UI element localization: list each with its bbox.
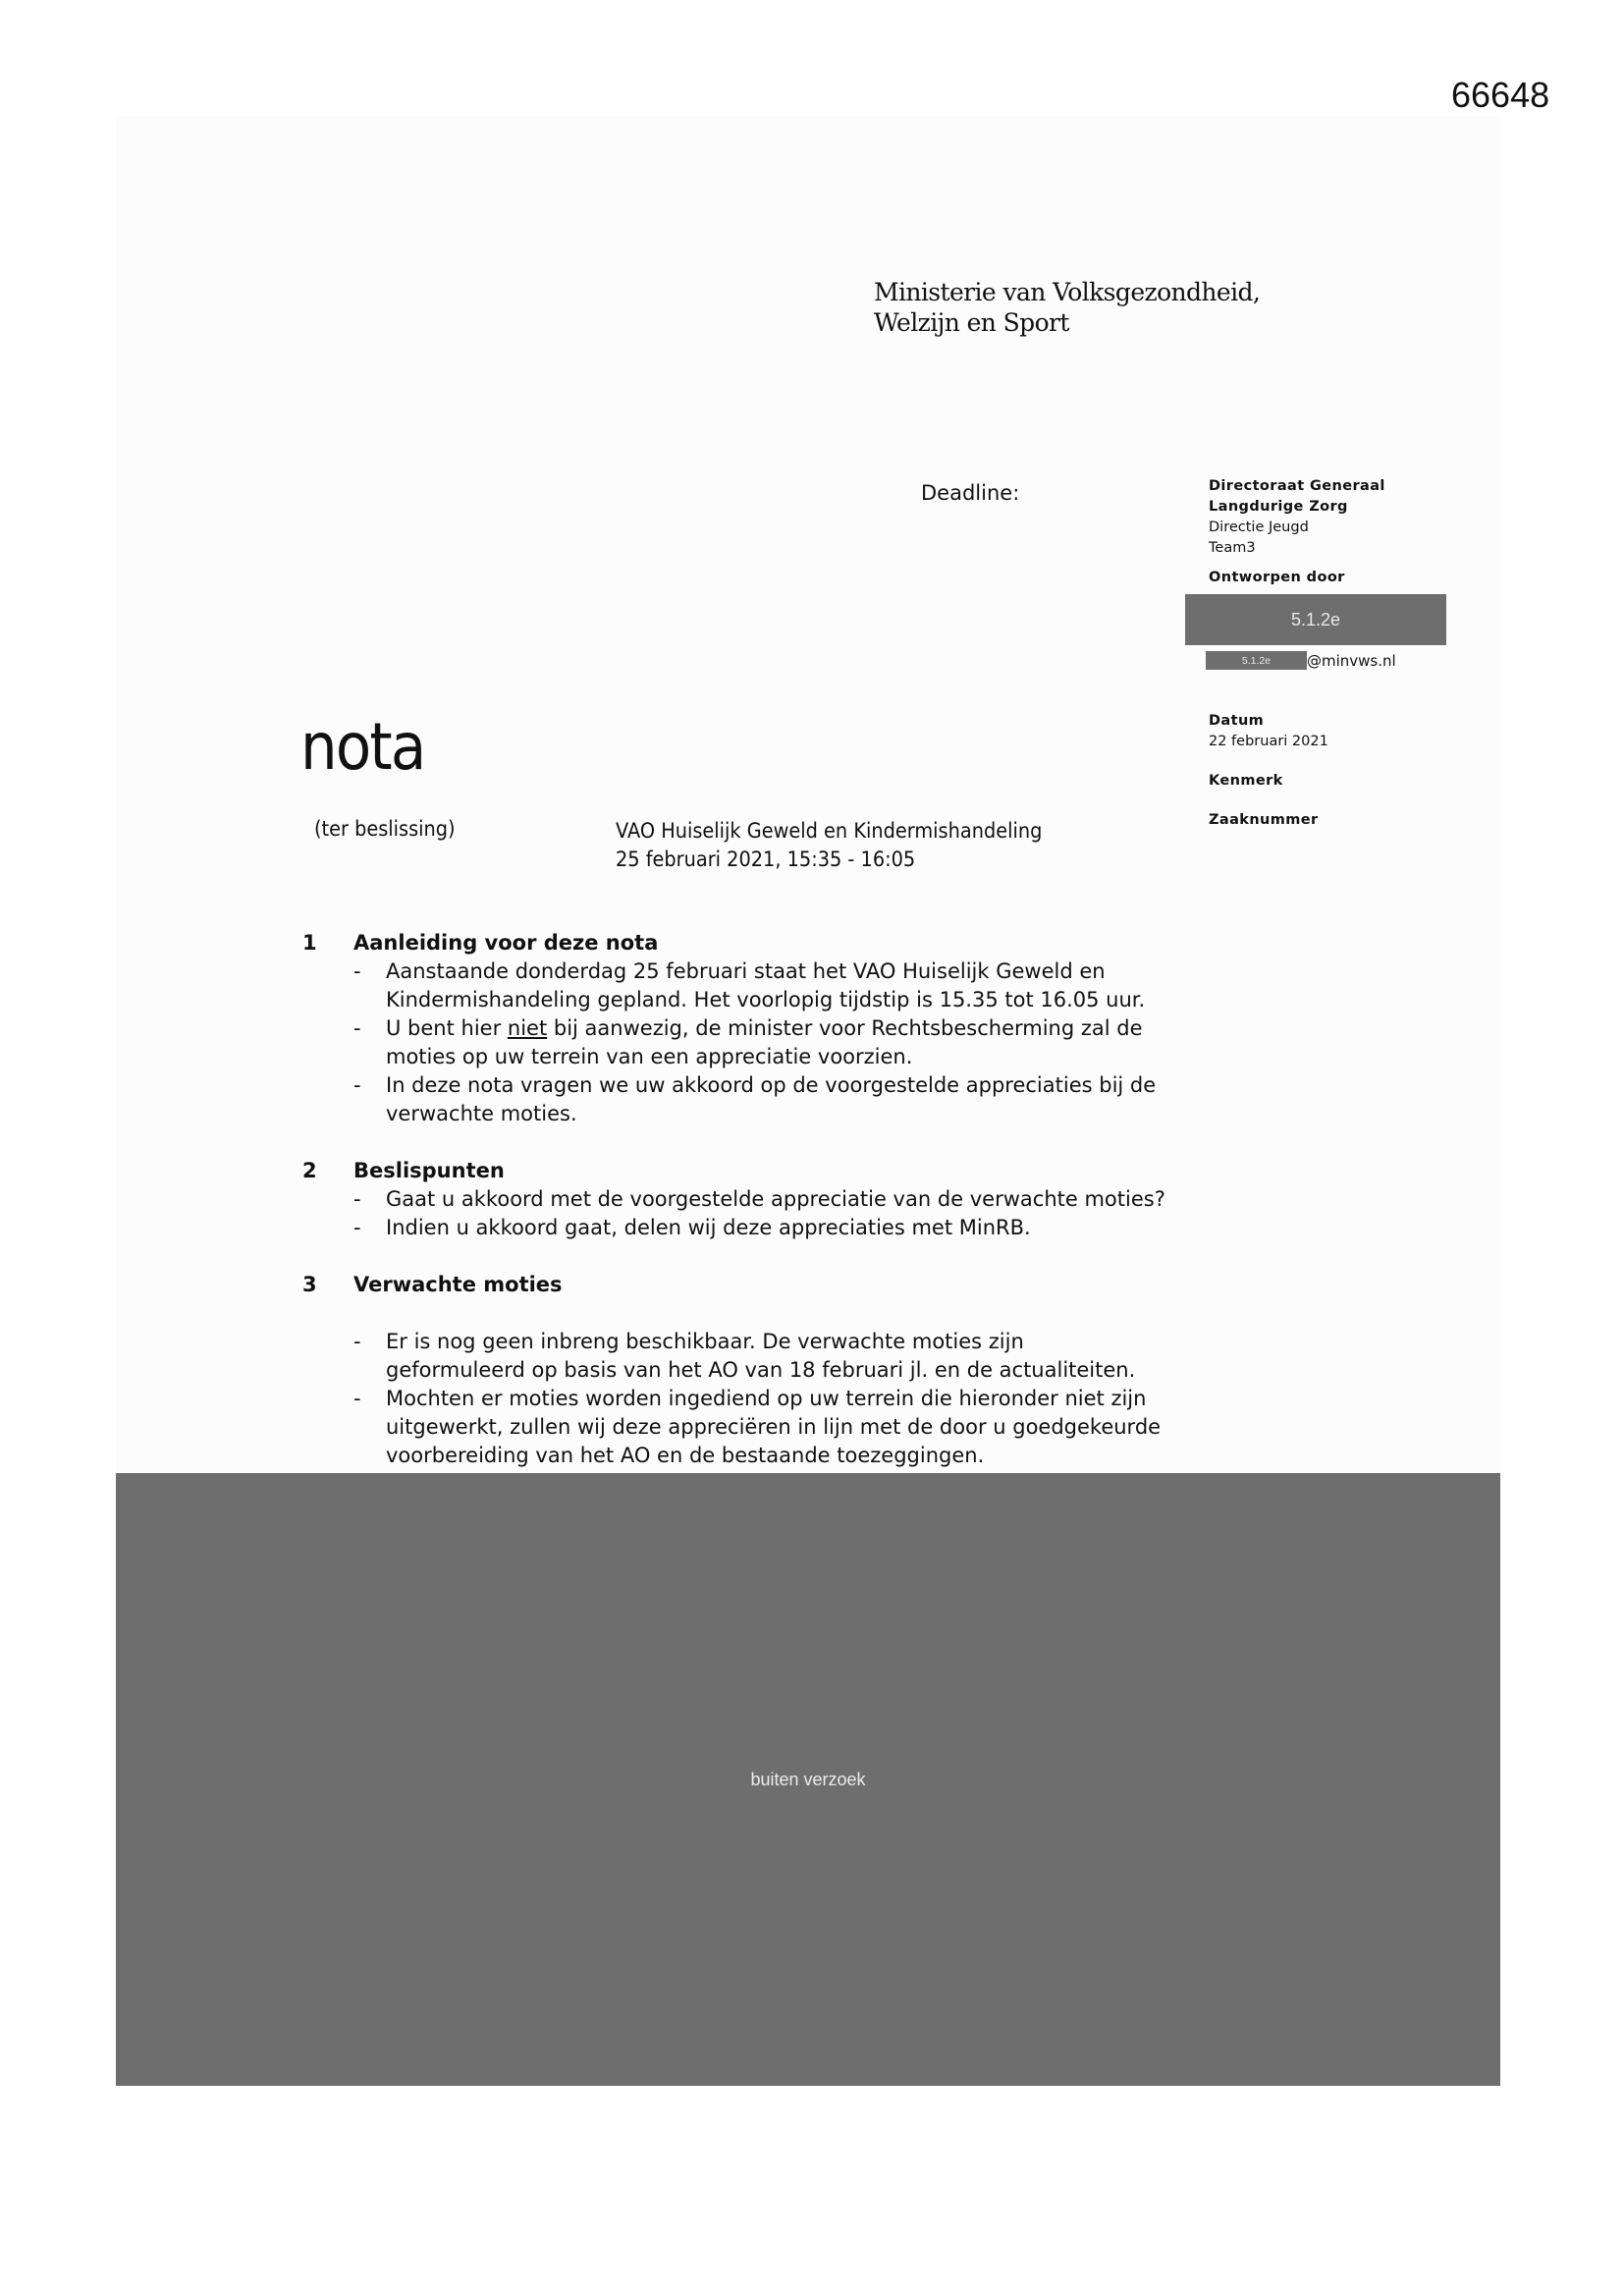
dash-bullet-icon: -: [353, 1016, 361, 1040]
subject-line-2: 25 februari 2021, 15:35 - 16:05: [616, 847, 916, 871]
section-number: 3: [302, 1273, 317, 1296]
section-heading: [302, 929, 1206, 957]
section-heading: [302, 1157, 1206, 1185]
list-item: - Indien u akkoord gaat, delen wij deze appreciaties met MinRB.: [302, 1214, 1206, 1242]
dash-bullet-icon: -: [353, 959, 361, 983]
team: Team3: [1209, 540, 1256, 556]
redacted-email-user: 5.1.2e: [1206, 651, 1307, 670]
meta-sidebar: [1209, 711, 1328, 831]
zaaknummer-label: Zaaknummer: [1209, 812, 1319, 828]
list-item: - Mochten er moties worden ingediend op uw terrein die hieronder niet zijn uitgewerkt, zullen wij deze appreciëren in lijn met de door u goedgekeurde voorbereiding van het AO en de bestaande toezeggingen.: [302, 1385, 1206, 1470]
ministry-line-2: Welzijn en Sport: [874, 308, 1069, 337]
date-value: 22 februari 2021: [1209, 734, 1328, 749]
section-3: [302, 1271, 1206, 1470]
dash-bullet-icon: -: [353, 1330, 361, 1353]
section-title: Aanleiding voor deze nota: [353, 931, 659, 955]
redacted-name-block: 5.1.2e: [1185, 594, 1446, 645]
section-2: [302, 1157, 1206, 1242]
sender-sidebar: [1209, 476, 1385, 588]
list-item: - Er is nog geen inbreng beschikbaar. De verwachte moties zijn geformuleerd op basis van het AO van 18 februari jl. en de actualiteiten.: [302, 1328, 1206, 1385]
deadline-label: Deadline:: [921, 481, 1020, 505]
ministry-line-1: Ministerie van Volksgezondheid,: [874, 278, 1261, 306]
email-row: [1206, 651, 1396, 670]
list-item: - Gaat u akkoord met de voorgestelde appreciatie van de verwachte moties?: [302, 1185, 1206, 1214]
section-number: 1: [302, 931, 317, 955]
email-domain: @minvws.nl: [1307, 651, 1396, 670]
designed-by-label: Ontworpen door: [1209, 570, 1345, 585]
dash-bullet-icon: -: [353, 1187, 361, 1211]
ministry-logo-text: [874, 277, 1260, 338]
dash-bullet-icon: -: [353, 1073, 361, 1097]
org-line-2: Langdurige Zorg: [1209, 499, 1348, 515]
date-label: Datum: [1209, 713, 1265, 729]
dash-bullet-icon: -: [353, 1216, 361, 1239]
directie: Directie Jeugd: [1209, 519, 1309, 535]
document-subject: [616, 817, 1042, 874]
document-number: 66648: [1451, 75, 1550, 115]
subject-line-1: VAO Huiselijk Geweld en Kindermishandeling: [616, 819, 1043, 843]
section-title: Verwachte moties: [353, 1273, 563, 1296]
redaction-label: buiten verzoek: [750, 1769, 866, 1789]
kenmerk-label: Kenmerk: [1209, 773, 1283, 789]
section-title: Beslispunten: [353, 1159, 505, 1182]
org-line-1: Directoraat Generaal: [1209, 478, 1385, 494]
section-1: [302, 929, 1206, 1128]
document-body: [302, 929, 1206, 1470]
section-number: 2: [302, 1159, 317, 1182]
list-item: - In deze nota vragen we uw akkoord op de voorgestelde appreciaties bij de verwachte moties.: [302, 1071, 1206, 1128]
dash-bullet-icon: -: [353, 1387, 361, 1410]
list-item: - U bent hier niet bij aanwezig, de minister voor Rechtsbescherming zal de moties op uw terrein van een appreciatie voorzien.: [302, 1014, 1206, 1071]
underlined-emphasis: niet: [507, 1016, 548, 1040]
section-heading: [302, 1271, 1206, 1299]
document-title: nota: [300, 709, 425, 785]
list-item: - Aanstaande donderdag 25 februari staat het VAO Huiselijk Geweld en Kindermishandeling gepland. Het voorlopig tijdstip is 15.35 tot 16.05 uur.: [302, 957, 1206, 1014]
document-subtype: (ter beslissing): [314, 817, 456, 841]
redaction-block: [116, 1473, 1500, 2086]
